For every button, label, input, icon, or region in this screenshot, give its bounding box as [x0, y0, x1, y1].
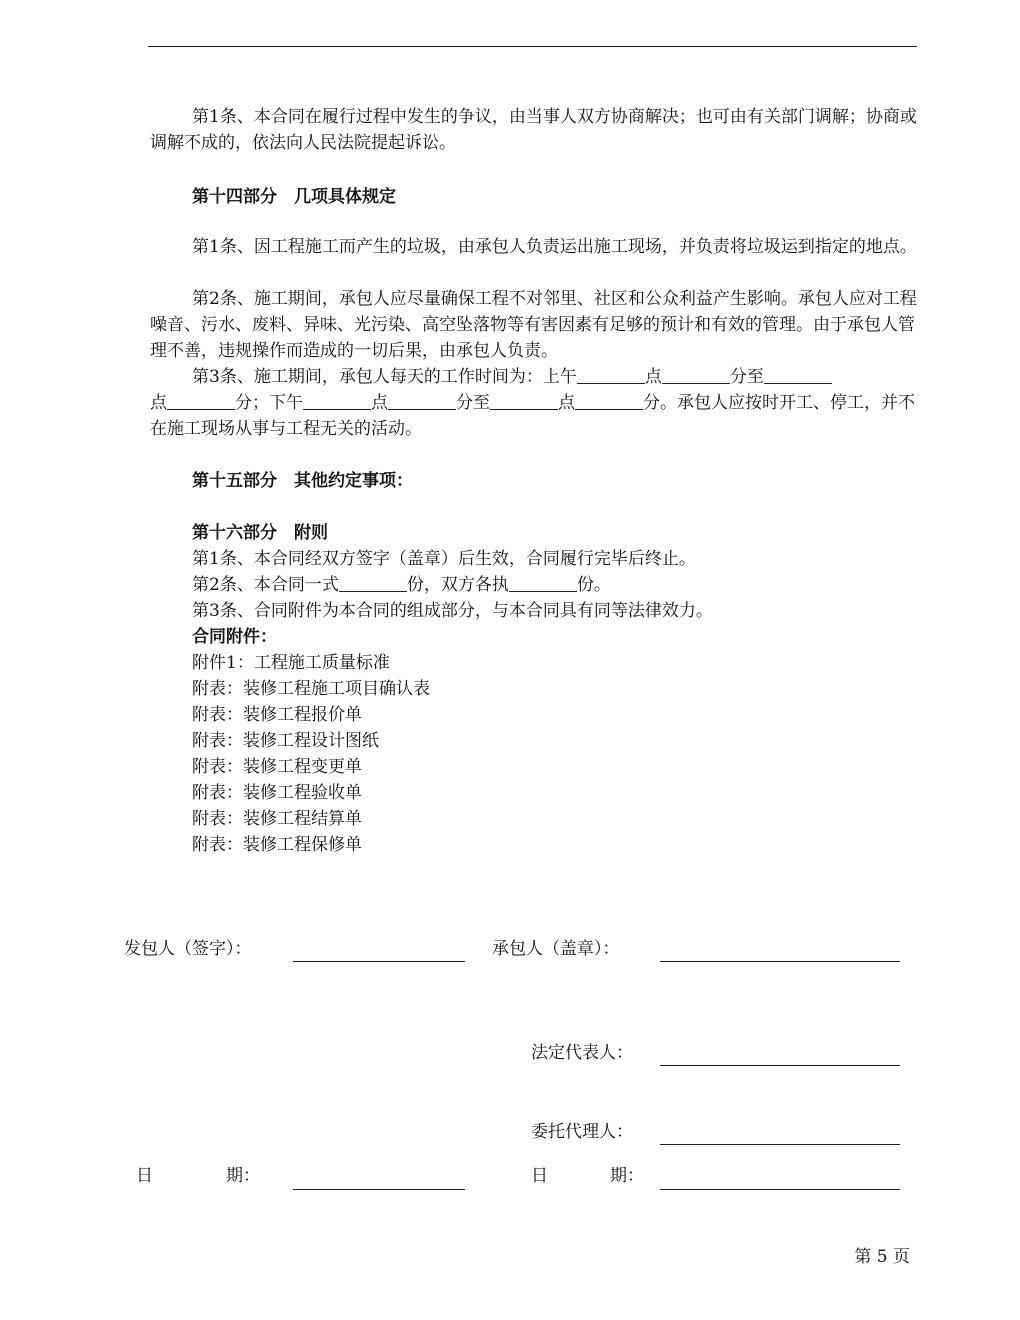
party-b-seal-label: 承包人（盖章）： — [492, 939, 620, 959]
part16-article2 — [150, 572, 962, 598]
attachment-item: 附表：装修工程保修单 — [192, 835, 362, 855]
part16-article3: 第3条、合同附件为本合同的组成部分，与本合同具有同等法律效力。 — [192, 601, 713, 621]
part14-article1: 第1条、因工程施工而产生的垃圾，由承包人负责运出施工现场，并负责将垃圾运到指定的地点。 — [192, 237, 917, 257]
copies-total-blank[interactable] — [339, 575, 407, 592]
agent-label: 委托代理人： — [531, 1122, 633, 1142]
hour-unit: 点 — [558, 393, 575, 413]
attachment-item: 附表：装修工程施工项目确认表 — [192, 679, 430, 699]
copies-unit: 份。 — [576, 575, 611, 595]
part14-article3 — [150, 364, 920, 442]
attachment-item: 附表：装修工程结算单 — [192, 809, 362, 829]
part14-heading: 第十四部分 几项具体规定 — [192, 187, 396, 207]
afternoon-end-minute-blank[interactable] — [575, 393, 643, 410]
minute-to-unit: 分至 — [456, 393, 490, 413]
working-hours-tail: 分。承包人应按时开工、停工，并不在施工现场从事与工程无关的活动。 — [150, 393, 915, 439]
attachment-item: 附表：装修工程报价单 — [192, 705, 362, 725]
copies-intro: 第2条、本合同一式 — [192, 575, 339, 595]
part14-article2: 第2条、施工期间，承包人应尽量确保工程不对邻里、社区和公众利益产生影响。承包人应对工程噪音、污水、废料、异味、光污染、高空坠落物等有害因素有足够的预计和有效的管理。由于承包人管理不善，违规操作而造成的一切后果，由承包人负责。 — [150, 289, 917, 361]
afternoon-label: 分；下午 — [235, 393, 303, 413]
morning-start-hour-blank[interactable] — [577, 367, 645, 384]
working-hours-intro: 第3条、施工期间，承包人每天的工作时间为：上午 — [192, 367, 577, 387]
attachment-item: 附表：装修工程验收单 — [192, 783, 362, 803]
party-b-seal-line[interactable] — [660, 961, 900, 962]
attachments-title: 合同附件： — [192, 627, 277, 647]
party-b-date-line[interactable] — [660, 1189, 900, 1190]
party-a-signature-label: 发包人（签字）： — [124, 939, 252, 959]
party-b-date-label-2: 期： — [610, 1166, 644, 1186]
part16-heading: 第十六部分 附则 — [192, 523, 328, 543]
copies-each-blank[interactable] — [509, 575, 577, 592]
header-rule — [148, 46, 917, 47]
hour-unit: 点 — [644, 367, 662, 387]
part16-article1: 第1条、本合同经双方签字（盖章）后生效，合同履行完毕后终止。 — [192, 549, 696, 569]
attachment-item: 附表：装修工程变更单 — [192, 757, 362, 777]
hour-unit: 点 — [150, 393, 167, 413]
agent-line[interactable] — [660, 1144, 900, 1145]
legal-rep-label: 法定代表人： — [531, 1043, 633, 1063]
morning-end-hour-blank[interactable] — [764, 367, 832, 384]
attachment-item: 附表：装修工程设计图纸 — [192, 731, 379, 751]
party-a-date-line[interactable] — [293, 1189, 465, 1190]
party-a-date-label-1: 日 — [136, 1166, 153, 1186]
minute-to-unit: 分至 — [729, 367, 764, 387]
hour-unit: 点 — [371, 393, 388, 413]
legal-rep-line[interactable] — [660, 1065, 900, 1066]
afternoon-start-minute-blank[interactable] — [388, 393, 456, 410]
part15-heading: 第十五部分 其他约定事项： — [192, 471, 413, 491]
dispute-article: 第1条、本合同在履行过程中发生的争议，由当事人双方协商解决；也可由有关部门调解；协商或调解不成的，依法向人民法院提起诉讼。 — [150, 107, 917, 153]
page-number: 第 5 页 — [854, 1247, 910, 1267]
morning-end-minute-blank[interactable] — [167, 393, 235, 410]
morning-start-minute-blank[interactable] — [662, 367, 730, 384]
afternoon-end-hour-blank[interactable] — [490, 393, 558, 410]
party-a-date-label-2: 期： — [226, 1166, 260, 1186]
attachment-item: 附件1：工程施工质量标准 — [192, 653, 390, 673]
party-a-signature-line[interactable] — [293, 961, 465, 962]
afternoon-start-hour-blank[interactable] — [303, 393, 371, 410]
party-b-date-label-1: 日 — [531, 1166, 548, 1186]
copies-each-label: 份，双方各执 — [406, 575, 509, 595]
